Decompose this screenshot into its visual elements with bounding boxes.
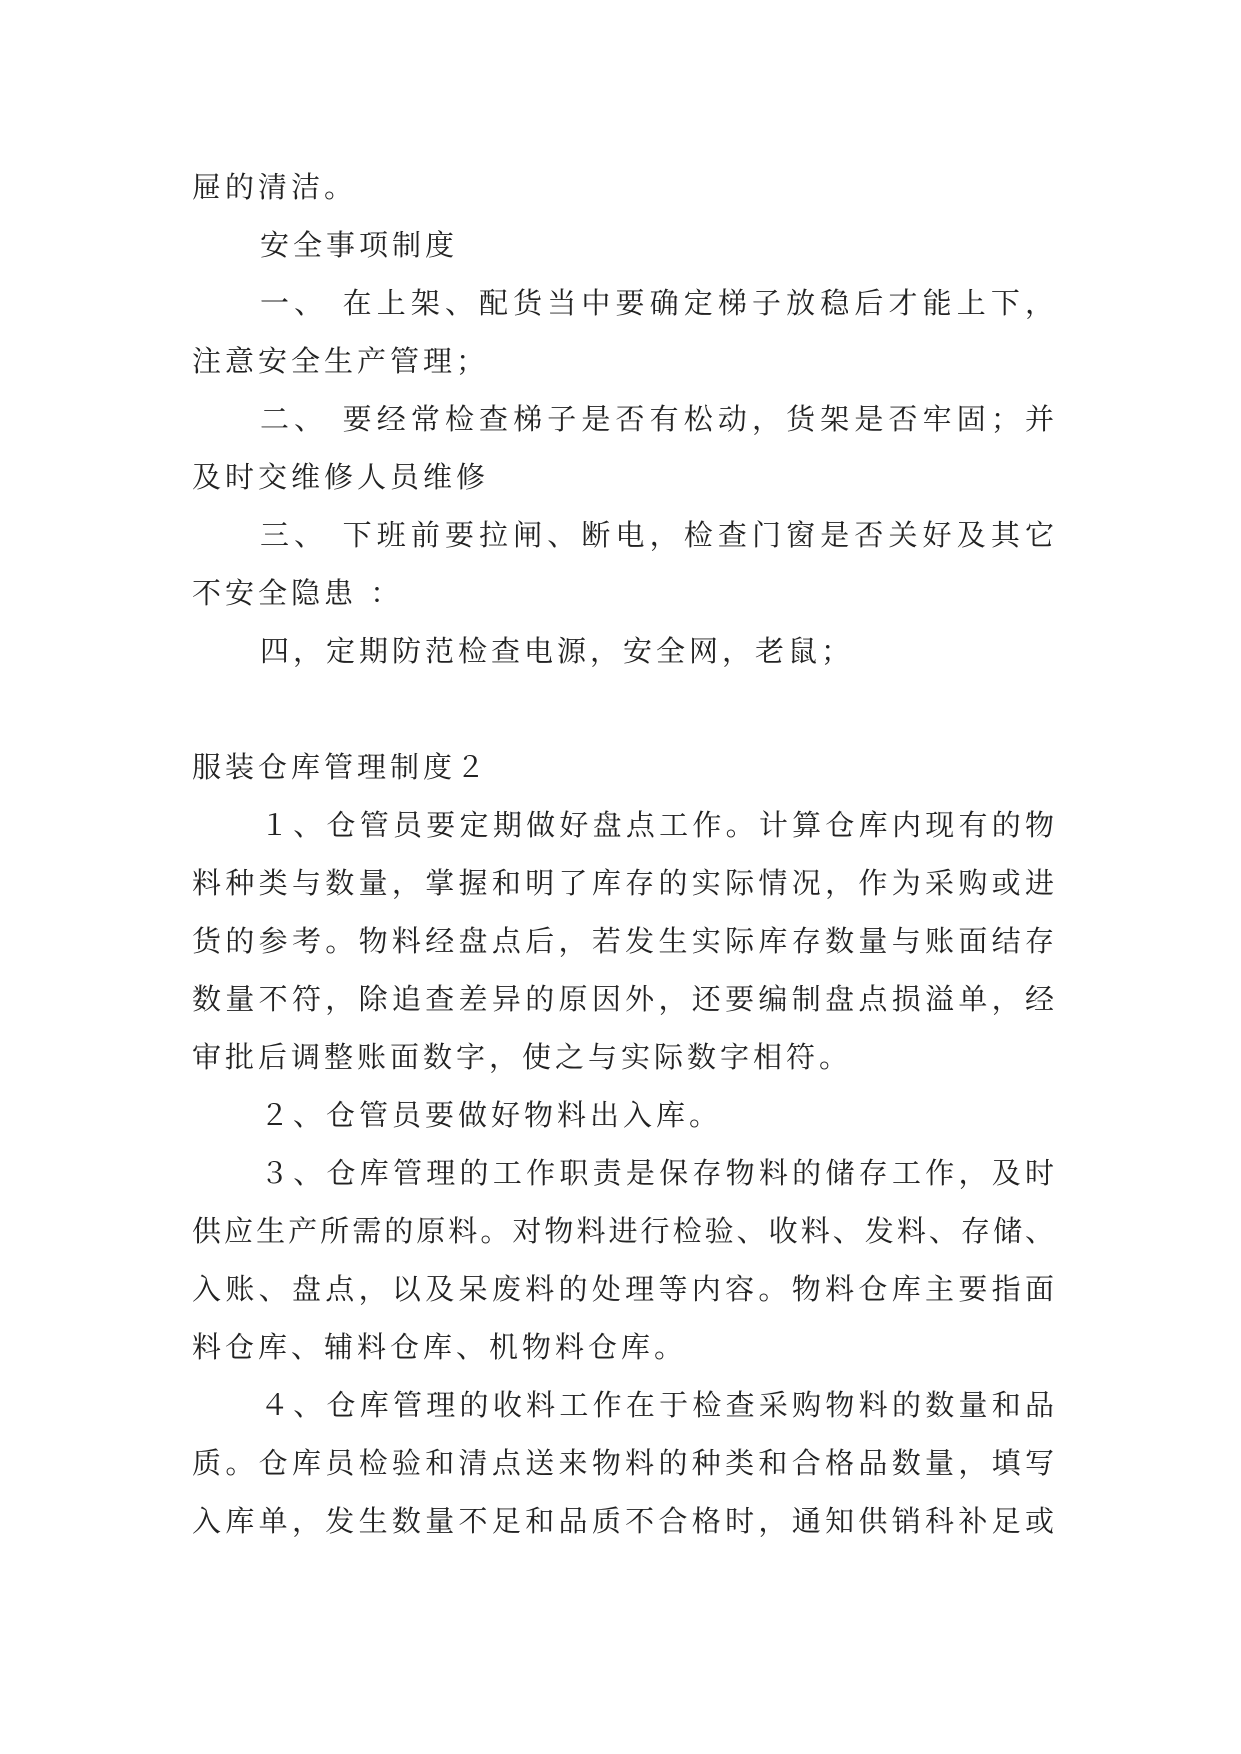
paragraph-gap [192, 680, 1054, 738]
section-heading: 安全事项制度 [260, 228, 459, 262]
text-line: 屉的清洁。 [192, 170, 358, 204]
text-line: 数量不符，除追查差异的原因外，还要编制盘点损溢单，经 [192, 982, 1054, 1016]
text-line: 供应生产所需的原料。对物料进行检验、收料、发料、存储、 [192, 1214, 1054, 1248]
text-line: １、仓管员要定期做好盘点工作。计算仓库内现有的物 [260, 808, 1054, 842]
text-line: 货的参考。物料经盘点后，若发生实际库存数量与账面结存 [192, 924, 1054, 958]
text-line: ２、仓管员要做好物料出入库。 [260, 1098, 723, 1132]
text-line: 注意安全生产管理； [192, 344, 490, 378]
text-line: ４、仓库管理的收料工作在于检查采购物料的数量和品 [260, 1388, 1054, 1422]
text-line: 质。仓库员检验和清点送来物料的种类和合格品数量，填写 [192, 1446, 1054, 1480]
text-line: 入库单，发生数量不足和品质不合格时，通知供销科补足或 [192, 1504, 1054, 1538]
text-line: 料种类与数量，掌握和明了库存的实际情况，作为采购或进 [192, 866, 1054, 900]
text-line: ３、仓库管理的工作职责是保存物料的储存工作，及时 [260, 1156, 1054, 1190]
text-line: 入账、盘点，以及呆废料的处理等内容。物料仓库主要指面 [192, 1272, 1054, 1306]
text-line: 三、 下班前要拉闸、断电，检查门窗是否关好及其它 [260, 518, 1054, 552]
text-line: 四，定期防范检查电源，安全网，老鼠； [260, 634, 855, 668]
text-line: 二、 要经常检查梯子是否有松动，货架是否牢固；并 [260, 402, 1054, 436]
text-line: 及时交维修人员维修 [192, 460, 490, 494]
text-line: 审批后调整账面数字，使之与实际数字相符。 [192, 1040, 853, 1074]
document-page [192, 158, 1054, 1550]
text-line: 料仓库、辅料仓库、机物料仓库。 [192, 1330, 688, 1364]
text-line: 不安全隐患 ： [192, 576, 404, 610]
text-line: 一、 在上架、配货当中要确定梯子放稳后才能上下， [260, 286, 1054, 320]
section-title: 服装仓库管理制度２ [192, 750, 490, 784]
